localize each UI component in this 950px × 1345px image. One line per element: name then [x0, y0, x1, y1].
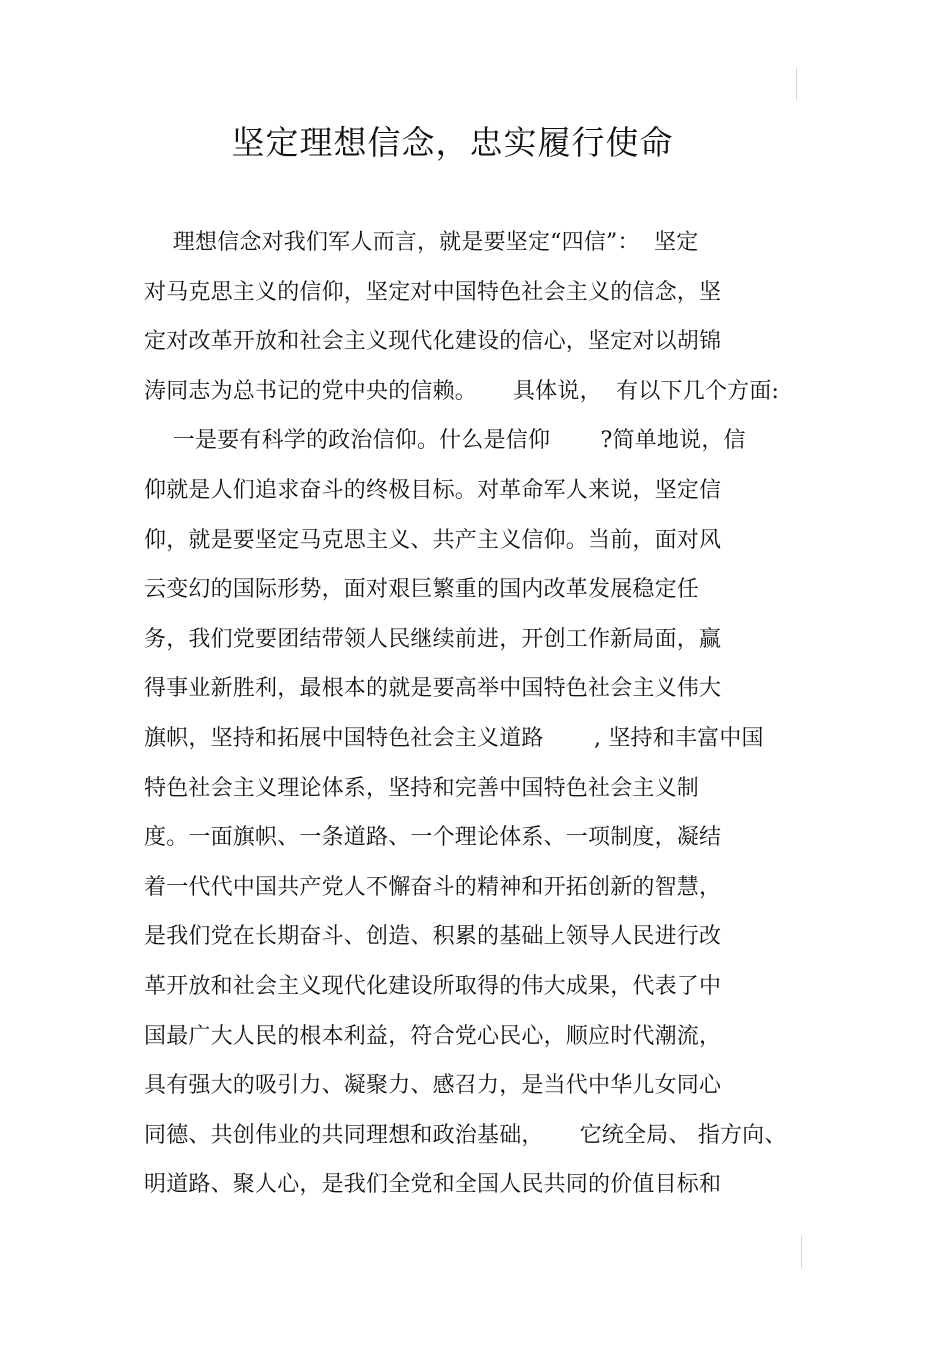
body-line: 务，我们党要团结带领人民继续前进，开创工作新局面，赢 [144, 626, 722, 652]
body-line: 一是要有科学的政治信仰。什么是信仰 ?简单地说，信 [144, 428, 746, 454]
body-line: 是我们党在长期奋斗、创造、积累的基础上领导人民进行改 [144, 924, 722, 950]
document-title: 坚定理想信念，忠实履行使命 [231, 123, 674, 162]
body-line: 同德、共创伟业的共同理想和政治基础， 它统全局、 指方向、 [144, 1122, 787, 1148]
body-line: 具有强大的吸引力、凝聚力、感召力，是当代中华儿女同心 [144, 1073, 722, 1099]
body-line: 旗帜，坚持和拓展中国特色社会主义道路 , 坚持和丰富中国 [144, 725, 764, 751]
body-line: 国最广大人民的根本利益，符合党心民心，顺应时代潮流， [144, 1023, 722, 1049]
body-line: 得事业新胜利，最根本的就是要高举中国特色社会主义伟大 [144, 676, 722, 702]
body-line: 涛同志为总书记的党中央的信赖。 具体说， 有以下几个方面: [144, 378, 780, 404]
body-line: 理想信念对我们军人而言，就是要坚定“四信”： 坚定 [144, 230, 699, 255]
body-line: 着一代代中国共产党人不懈奋斗的精神和开拓创新的智慧， [144, 874, 722, 900]
body-line: 仰，就是要坚定马克思主义、共产主义信仰。当前，面对风 [144, 527, 722, 553]
body-line: 革开放和社会主义现代化建设所取得的伟大成果，代表了中 [144, 973, 722, 999]
body-line: 云变幻的国际形势，面对艰巨繁重的国内改革发展稳定任 [144, 577, 700, 603]
body-line: 度。一面旗帜、一条道路、一个理论体系、一项制度，凝结 [144, 825, 722, 851]
document-body [144, 218, 844, 1210]
body-line: 仰就是人们追求奋斗的终极目标。对革命军人来说，坚定信 [144, 477, 722, 503]
body-line: 定对改革开放和社会主义现代化建设的信心，坚定对以胡锦 [144, 329, 722, 355]
body-line: 对马克思主义的信仰，坚定对中国特色社会主义的信念，坚 [144, 279, 722, 305]
page-edge-mark-bottom [801, 1236, 802, 1268]
body-line: 明道路、聚人心，是我们全党和全国人民共同的价值目标和 [144, 1172, 722, 1198]
page-edge-mark-top [796, 68, 797, 100]
body-line: 特色社会主义理论体系，坚持和完善中国特色社会主义制 [144, 775, 700, 801]
